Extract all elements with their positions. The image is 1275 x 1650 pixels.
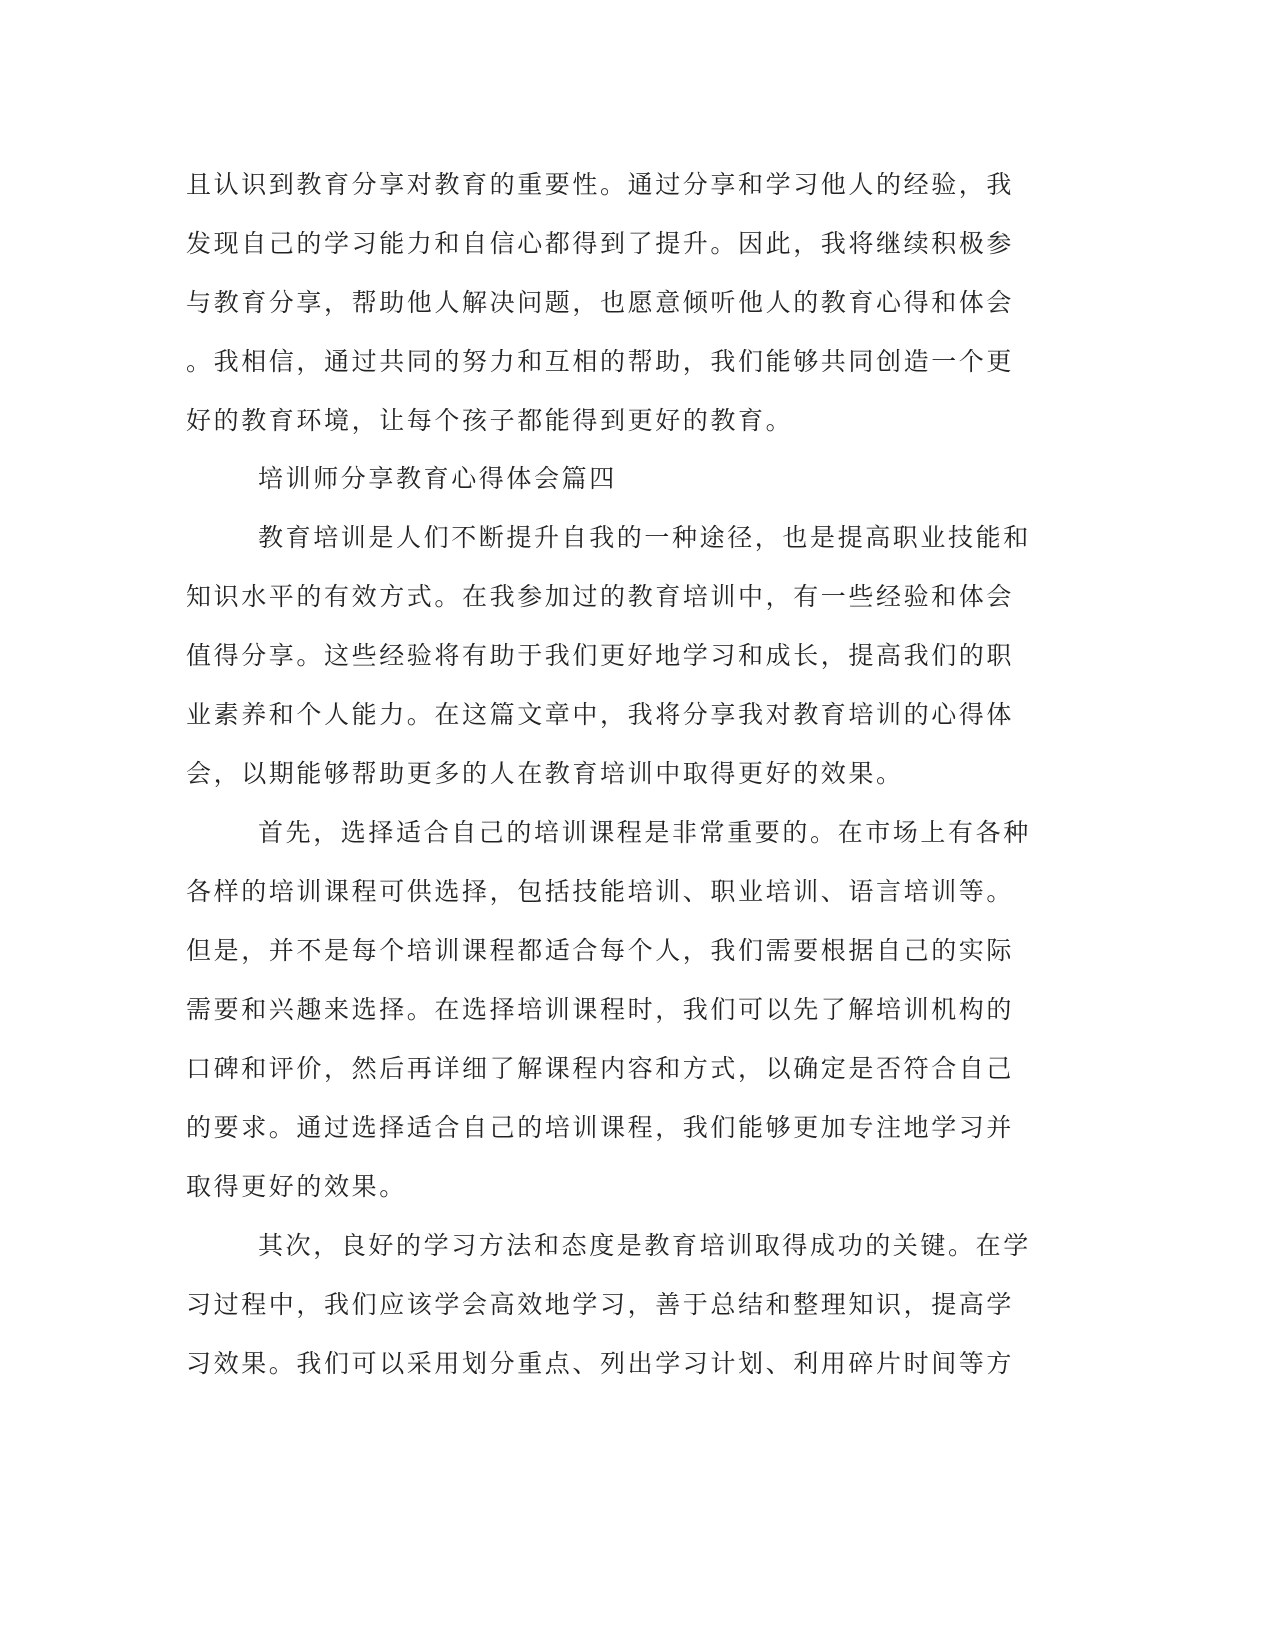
line-text: 习过程中，我们应该学会高效地学习，善于总结和整理知识，提高学 bbox=[186, 1290, 1015, 1319]
line-text: 其次，良好的学习方法和态度是教育培训取得成功的关键。在学 bbox=[258, 1231, 1031, 1260]
line-text: 但是，并不是每个培训课程都适合每个人，我们需要根据自己的实际 bbox=[186, 936, 1015, 965]
body-text-line bbox=[0, 224, 1275, 264]
body-text-line bbox=[0, 754, 1275, 794]
body-text-line bbox=[0, 577, 1275, 617]
line-text: 业素养和个人能力。在这篇文章中，我将分享我对教育培训的心得体 bbox=[186, 700, 1015, 729]
line-text: 会，以期能够帮助更多的人在教育培训中取得更好的效果。 bbox=[186, 759, 904, 788]
body-text-line bbox=[0, 342, 1275, 382]
body-text-line bbox=[0, 1285, 1275, 1325]
body-text-line bbox=[0, 1344, 1275, 1384]
body-text-line bbox=[0, 636, 1275, 676]
line-text: 取得更好的效果。 bbox=[186, 1172, 407, 1201]
line-text: 习效果。我们可以采用划分重点、列出学习计划、利用碎片时间等方 bbox=[186, 1349, 1015, 1378]
body-text-line bbox=[0, 990, 1275, 1030]
line-text: 首先，选择适合自己的培训课程是非常重要的。在市场上有各种 bbox=[258, 818, 1031, 847]
line-text: 与教育分享，帮助他人解决问题，也愿意倾听他人的教育心得和体会 bbox=[186, 288, 1015, 317]
body-text-line bbox=[0, 401, 1275, 441]
body-text-line bbox=[0, 518, 1275, 558]
line-text: 知识水平的有效方式。在我参加过的教育培训中，有一些经验和体会 bbox=[186, 582, 1015, 611]
line-text: 需要和兴趣来选择。在选择培训课程时，我们可以先了解培训机构的 bbox=[186, 995, 1015, 1024]
line-text: 教育培训是人们不断提升自我的一种途径，也是提高职业技能和 bbox=[258, 523, 1031, 552]
body-text-line bbox=[0, 1108, 1275, 1148]
body-text-line bbox=[0, 283, 1275, 323]
body-text-line bbox=[0, 165, 1275, 205]
line-text: 各样的培训课程可供选择，包括技能培训、职业培训、语言培训等。 bbox=[186, 877, 1015, 906]
line-text: 的要求。通过选择适合自己的培训课程，我们能够更加专注地学习并 bbox=[186, 1113, 1015, 1142]
body-text-line bbox=[0, 872, 1275, 912]
body-text-line bbox=[0, 1049, 1275, 1089]
line-text: 值得分享。这些经验将有助于我们更好地学习和成长，提高我们的职 bbox=[186, 641, 1015, 670]
heading-text: 培训师分享教育心得体会篇四 bbox=[258, 464, 617, 493]
body-text-line bbox=[0, 813, 1275, 853]
line-text: 发现自己的学习能力和自信心都得到了提升。因此，我将继续积极参 bbox=[186, 229, 1015, 258]
line-text: 好的教育环境，让每个孩子都能得到更好的教育。 bbox=[186, 406, 794, 435]
section-heading bbox=[0, 459, 1275, 499]
line-text: 且认识到教育分享对教育的重要性。通过分享和学习他人的经验，我 bbox=[186, 170, 1015, 199]
body-text-line bbox=[0, 931, 1275, 971]
body-text-line bbox=[0, 1226, 1275, 1266]
line-text: 口碑和评价，然后再详细了解课程内容和方式，以确定是否符合自己 bbox=[186, 1054, 1015, 1083]
body-text-line bbox=[0, 1167, 1275, 1207]
body-text-line bbox=[0, 695, 1275, 735]
line-text: 。我相信，通过共同的努力和互相的帮助，我们能够共同创造一个更 bbox=[186, 347, 1015, 376]
